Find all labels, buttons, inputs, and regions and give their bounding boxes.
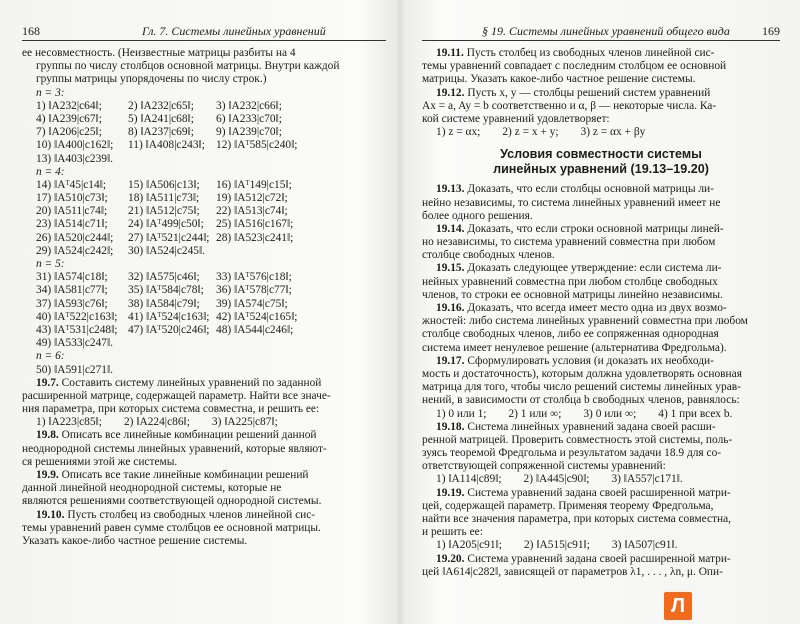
matrix-item: 26) ‖A520|c244‖;	[36, 231, 114, 244]
group-label: n = 6:	[36, 350, 65, 363]
answer-item: 3) z = αx + βy	[580, 126, 646, 139]
right-top-problems	[422, 47, 780, 139]
problem	[422, 302, 780, 355]
group-label: n = 3:	[36, 86, 65, 99]
problem-line: но независимы, то система уравнений совместна при любом	[422, 236, 716, 249]
problem-line: являются решениями соответствующей однородной системы.	[22, 495, 322, 508]
problem-line: столбце свободных членов.	[422, 249, 555, 262]
intro-paragraph	[22, 47, 386, 87]
item-row	[22, 139, 386, 152]
problem	[422, 487, 780, 553]
item-row	[22, 232, 386, 245]
problem-line	[422, 421, 780, 434]
problem-answers	[22, 416, 386, 429]
item-row	[22, 218, 386, 231]
matrix-item: 27) ‖Aᵀ521|c244‖;	[128, 231, 210, 244]
problem-number: 19.11.	[436, 47, 464, 59]
matrix-item: 37) ‖A593|c76‖;	[36, 297, 108, 310]
problem-line: темы уравнений равен сумме столбцов ее основной матрицы.	[22, 521, 321, 534]
matrix-item: 13) ‖A403|c239‖.	[36, 152, 114, 165]
matrix-item: 14) ‖Aᵀ45|c14‖;	[36, 178, 107, 191]
item-row	[22, 364, 386, 377]
problem-text: Система уравнений задана своей расширенной матри-	[467, 486, 731, 499]
problem-text: Пусть столбец из свободных членов линейной сис-	[67, 508, 316, 521]
item-row	[22, 284, 386, 297]
problem-number: 19.20.	[436, 552, 465, 565]
problem-text: Доказать, что если строки основной матрицы линей-	[467, 222, 724, 235]
item-row	[22, 100, 386, 113]
answer-item: 2) ‖A515|c91‖;	[523, 539, 590, 552]
problem-answers	[422, 126, 780, 139]
group-label: n = 5:	[36, 258, 65, 270]
publisher-logo-letter: Л	[671, 595, 686, 617]
problem-line: столбце свободных членов, либо ее сопряженная однородная	[422, 328, 719, 341]
right-running-header	[422, 22, 780, 41]
matrix-item: 15) ‖A506|c13‖;	[128, 178, 200, 191]
matrix-item: 17) ‖A510|c73‖;	[36, 192, 108, 205]
matrix-groups	[22, 87, 386, 377]
left-running-header	[22, 22, 386, 41]
left-problems	[22, 377, 386, 548]
problem-line: найти все значения параметра, при которых система совместна,	[422, 513, 732, 525]
item-row	[22, 271, 386, 284]
matrix-item: 25) ‖A516|c167‖;	[216, 218, 294, 231]
problem-line: ся решениями этой же системы.	[22, 455, 178, 468]
problem-line	[422, 87, 780, 100]
section-heading	[422, 147, 780, 177]
left-running-title: Гл. 7. Системы линейных уравнений	[142, 24, 326, 38]
matrix-item: 36) ‖Aᵀ578|c77‖;	[216, 284, 292, 297]
problem-line	[422, 487, 780, 500]
problem-number: 19.9.	[36, 469, 59, 481]
problem	[422, 223, 780, 263]
item-row	[22, 153, 386, 166]
problem-line: нейных уравнений совместна при любом столбце свободных	[422, 275, 718, 288]
problem-line: ответствующей сопряженной системы уравнений:	[422, 460, 666, 473]
problem-line	[422, 183, 780, 196]
matrix-item: 5) ‖A241|c68‖;	[128, 112, 194, 125]
problem-line: данной линейной неоднородной системы, которые не	[22, 482, 282, 495]
problem-line: мость и достаточность), которым должна удовлетворять основная	[422, 367, 742, 380]
problem-line	[422, 355, 780, 368]
matrix-item: 19) ‖A512|c72‖;	[216, 192, 288, 205]
problem-line: расширенной матрице, содержащей параметр. Найти все значе-	[22, 389, 331, 402]
answer-item: 2) z = x + y;	[502, 126, 559, 139]
problem-line: нений, в зависимости от столбца b свободных членов, равнялось:	[422, 394, 740, 407]
problem	[422, 355, 780, 421]
matrix-item: 6) ‖A233|c70‖;	[216, 112, 282, 125]
matrix-item: 30) ‖A524|c245‖.	[128, 244, 206, 257]
matrix-item: 7) ‖A206|c25‖;	[36, 126, 102, 139]
right-content	[422, 47, 780, 579]
publisher-logo	[664, 592, 692, 620]
problem-line	[22, 509, 386, 522]
matrix-item: 16) ‖Aᵀ149|c15‖;	[216, 178, 292, 191]
problem-line: Указать какое-либо частное решение системы.	[22, 534, 248, 547]
matrix-item: 35) ‖Aᵀ584|c78‖;	[128, 284, 204, 297]
problem-text: Составить систему линейных уравнений по заданной	[61, 376, 322, 389]
problem	[22, 377, 386, 430]
problem	[422, 262, 780, 302]
problem-number: 19.13.	[436, 183, 465, 196]
problem	[422, 87, 780, 140]
answer-item: 3) 0 или ∞;	[583, 407, 637, 420]
matrix-item: 9) ‖A239|c70‖;	[216, 126, 282, 139]
matrix-item: 48) ‖A544|c246‖;	[216, 323, 294, 336]
matrix-item: 11) ‖A408|c243‖;	[128, 139, 205, 152]
problem-number: 19.8.	[36, 429, 59, 442]
problem	[422, 553, 780, 579]
problem-number: 19.17.	[436, 354, 465, 367]
matrix-item: 34) ‖A581|c77‖;	[36, 284, 108, 297]
problem-answers	[422, 473, 780, 486]
right-page-number: 169	[762, 24, 780, 38]
answer-item: 1) ‖A114|c89‖;	[436, 473, 502, 486]
problem-line: зуясь теоремой Фредгольма и результатом задачи 18.9 для со-	[422, 447, 722, 460]
matrix-item: 22) ‖A513|c74‖;	[216, 205, 288, 218]
answer-item: 3) ‖A557|c171‖.	[611, 473, 683, 486]
problem-line: матрицы. Указать какое-либо частное решение системы.	[422, 73, 696, 86]
problem-line: цей ‖A614|c282‖, зависящей от параметров λ1, . . . , λn, μ. Опи-	[422, 565, 723, 578]
matrix-item: 4) ‖A239|c67‖;	[36, 112, 102, 125]
matrix-item: 12) ‖Aᵀ585|c240‖;	[216, 139, 298, 152]
problem-number: 19.15.	[436, 262, 465, 275]
matrix-item: 33) ‖Aᵀ576|c18‖;	[216, 271, 292, 284]
problem-line: жностей: либо система линейных уравнений совместна при любом	[422, 315, 748, 328]
problem-line	[422, 262, 780, 275]
problem	[422, 183, 780, 223]
problem-line	[22, 429, 386, 442]
problem-line	[22, 469, 386, 482]
matrix-item: 8) ‖A237|c69‖;	[128, 126, 194, 139]
problem-number: 19.16.	[436, 302, 465, 314]
problem-line: членов, то строки ее основной матрицы линейно независимы.	[422, 288, 723, 301]
item-row	[22, 205, 386, 218]
matrix-item: 1) ‖A232|c64‖;	[36, 99, 102, 112]
matrix-item: 40) ‖Aᵀ522|c163‖;	[36, 310, 118, 323]
answer-item: 2) ‖A224|c86‖;	[123, 416, 190, 429]
problem-number: 19.10.	[36, 508, 65, 521]
matrix-item: 41) ‖Aᵀ524|c163‖;	[128, 310, 210, 323]
answer-item: 1) ‖A205|c91‖;	[436, 539, 502, 552]
matrix-item: 23) ‖A514|c71‖;	[36, 218, 108, 231]
problem-line: темы уравнений совпадает с последним столбцом ее основной	[422, 60, 727, 73]
problem-line: более одного решения.	[422, 209, 533, 222]
problem-line: цей, содержащей параметр. Применяя теорему Фредгольма,	[422, 499, 714, 512]
answer-item: 2) 1 или ∞;	[508, 407, 562, 420]
problem-number: 19.7.	[36, 376, 59, 389]
item-row	[22, 126, 386, 139]
matrix-item: 21) ‖A512|c75‖;	[128, 205, 200, 218]
item-row	[22, 324, 386, 337]
answer-item: 1) 0 или 1;	[436, 407, 487, 420]
item-row	[22, 337, 386, 350]
answer-item: 3) ‖A225|c87‖;	[211, 416, 278, 429]
problem-text: Доказать, что всегда имеет место одна из двух возмо-	[467, 302, 727, 314]
problem-line	[422, 47, 780, 60]
problem-line	[422, 553, 780, 566]
problem	[422, 421, 780, 487]
problem	[22, 509, 386, 549]
problem-line: Ax = a, Ay = b соответственно и α, β — некоторые числа. Ка-	[422, 99, 717, 112]
matrix-item: 50) ‖A591|c271‖.	[36, 363, 114, 376]
answer-item: 2) ‖A445|c90‖;	[523, 473, 590, 486]
item-row	[22, 245, 386, 258]
text-line: ее несовместность. (Неизвестные матрицы разбиты на 4	[22, 47, 296, 59]
matrix-item: 10) ‖A400|c162‖;	[36, 139, 114, 152]
matrix-item: 39) ‖A574|c75‖;	[216, 297, 288, 310]
answer-item: 3) ‖A507|c91‖.	[611, 539, 678, 552]
problem-text: Доказать, что если столбцы основной матрицы ли-	[467, 183, 714, 196]
problem-number: 19.19.	[436, 486, 465, 499]
problem-line: матрица для того, чтобы число решений системы линейных урав-	[422, 381, 741, 394]
problem-line: ренной матрицей. Проверить совместность этой системы, поль-	[422, 433, 733, 446]
left-content	[22, 47, 386, 548]
answer-item: 1) ‖A223|c85‖;	[36, 416, 102, 429]
right-page	[400, 0, 800, 624]
matrix-item: 18) ‖A511|c73‖;	[128, 192, 200, 205]
problem-line: неоднородной системы линейных уравнений, которые являют-	[22, 442, 327, 455]
problem	[422, 47, 780, 87]
item-row	[22, 298, 386, 311]
answer-item: 4) 1 при всех b.	[658, 407, 733, 420]
matrix-item: 31) ‖A574|c18‖;	[36, 271, 108, 284]
item-row	[22, 192, 386, 205]
matrix-item: 24) ‖Aᵀ499|c50‖;	[128, 218, 204, 231]
matrix-item: 20) ‖A511|c74‖;	[36, 205, 108, 218]
text-line: группы матрицы упорядочены по числу строк.)	[36, 73, 267, 86]
problem-text: Сформулировать условия (и доказать их необходи-	[467, 354, 714, 367]
section-heading-line: линейных уравнений (19.13–19.20)	[493, 162, 709, 177]
problem-line	[422, 302, 780, 315]
problem-text: Доказать следующее утверждение: если система ли-	[467, 262, 722, 275]
matrix-item: 29) ‖A524|c242‖;	[36, 244, 114, 257]
answer-item: 1) z = αx;	[436, 126, 481, 139]
section-heading-line: Условия совместности системы	[500, 147, 702, 162]
problem-line: кой системе уравнений удовлетворяет:	[422, 112, 610, 125]
text-line: группы по числу столбцов основной матрицы. Внутри каждой	[36, 60, 340, 73]
problem-text: Система линейных уравнений задана своей расши-	[467, 420, 716, 433]
matrix-item: 47) ‖Aᵀ520|c246‖;	[128, 323, 210, 336]
left-page-number: 168	[22, 24, 40, 38]
item-row	[22, 179, 386, 192]
problem-line: ния параметра, при которых система совместна, и решить ее:	[22, 403, 320, 416]
right-problems	[422, 183, 780, 579]
matrix-item: 32) ‖A575|c46‖;	[128, 271, 200, 284]
group-label: n = 4:	[36, 165, 65, 178]
problem-number: 19.18.	[436, 420, 465, 433]
matrix-item: 28) ‖A523|c241‖;	[216, 231, 294, 244]
problem-line	[22, 377, 386, 390]
problem-text: Пусть x, y — столбцы решений систем уравнений	[467, 86, 711, 99]
problem-number: 19.14.	[436, 222, 465, 235]
problem-line: нейно независимы, то система линейных уравнений имеет не	[422, 196, 721, 209]
item-row	[22, 113, 386, 126]
matrix-item: 3) ‖A232|c66‖;	[216, 99, 282, 112]
problem-text: Описать все такие линейные комбинации решений	[61, 469, 309, 481]
problem-answers	[422, 539, 780, 552]
matrix-item: 38) ‖A584|c79‖;	[128, 297, 200, 310]
problem-answers	[422, 408, 780, 421]
matrix-item: 49) ‖A533|c247‖.	[36, 337, 114, 350]
problem-text: Система уравнений задана своей расширенной матри-	[467, 552, 731, 565]
problem-line: система имеет ненулевое решение (альтернатива Фредгольма).	[422, 341, 727, 354]
problem-text: Пусть столбец из свободных членов линейной сис-	[466, 47, 715, 59]
matrix-item: 43) ‖Aᵀ531|c248‖;	[36, 323, 118, 336]
problem-line: и решить ее:	[422, 526, 483, 539]
right-running-title: § 19. Системы линейных уравнений общего вида	[482, 24, 730, 38]
problem	[22, 469, 386, 509]
problem-line	[422, 223, 780, 236]
problem-number: 19.12.	[436, 86, 465, 99]
item-row	[22, 311, 386, 324]
problem	[22, 429, 386, 469]
matrix-item: 42) ‖Aᵀ524|c165‖;	[216, 310, 298, 323]
matrix-item: 2) ‖A232|c65‖;	[128, 99, 194, 112]
problem-text: Описать все линейные комбинации решений данной	[61, 429, 317, 442]
